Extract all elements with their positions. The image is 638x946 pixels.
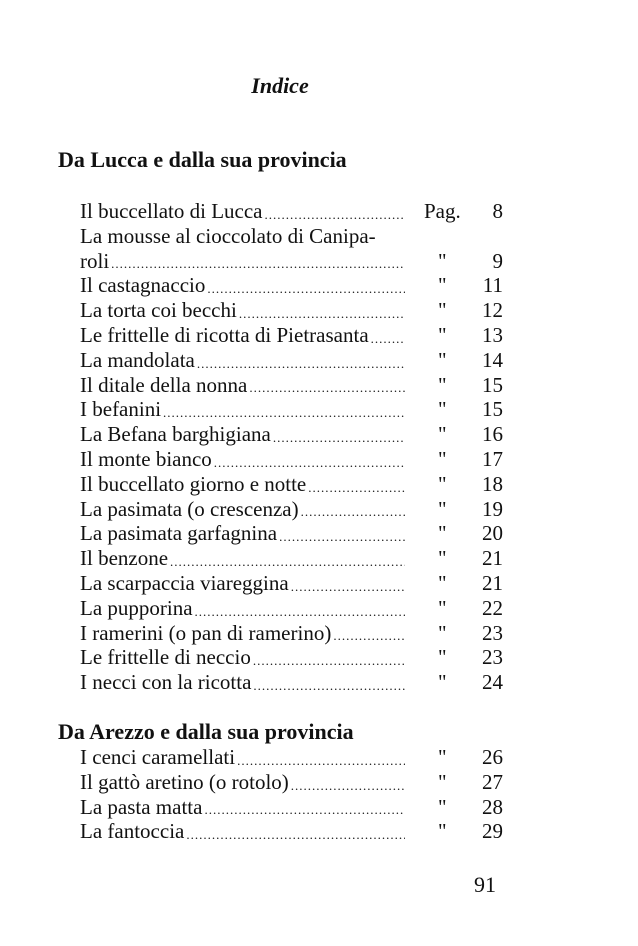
toc-entry-title: Il monte bianco <box>80 446 212 471</box>
ditto-mark: " <box>438 620 447 645</box>
dot-leader <box>369 330 405 348</box>
toc-entry-line <box>80 224 505 249</box>
toc-entry-page: 29 <box>482 819 503 844</box>
dot-leader <box>289 578 405 596</box>
dot-leader <box>212 454 405 472</box>
ditto-mark: " <box>438 670 447 695</box>
toc-entry-page: 23 <box>482 620 503 645</box>
toc-entry-page: 9 <box>492 248 503 273</box>
dot-leader <box>271 429 405 447</box>
ditto-mark: " <box>438 471 447 496</box>
toc-entry-page: 24 <box>482 670 503 695</box>
dot-leader <box>331 627 405 645</box>
ditto-mark: " <box>438 496 447 521</box>
toc-entry <box>80 397 505 422</box>
toc-entry-page: 17 <box>482 446 503 471</box>
ditto-mark: " <box>438 794 447 819</box>
toc-entry <box>80 546 505 571</box>
toc-entry-page: 27 <box>482 769 503 794</box>
toc-entry <box>80 596 505 621</box>
ditto-mark: " <box>438 422 447 447</box>
section-heading-lucca: Da Lucca e dalla sua provincia <box>58 147 347 172</box>
ditto-mark: " <box>438 570 447 595</box>
toc-entry <box>80 472 505 497</box>
toc-entry-page: 11 <box>482 273 503 298</box>
toc-entry-page: 23 <box>482 645 503 670</box>
toc-entry <box>80 670 505 695</box>
toc-entry <box>80 795 505 820</box>
toc-entry <box>80 770 505 795</box>
toc-entry-page: 26 <box>482 745 503 769</box>
toc-entry <box>80 521 505 546</box>
toc-entry <box>80 621 505 646</box>
ditto-mark: " <box>438 446 447 471</box>
dot-leader <box>184 826 405 844</box>
toc-entry-title: Le frittelle di ricotta di Pietrasanta <box>80 322 369 347</box>
section-heading-arezzo: Da Arezzo e dalla sua provincia <box>58 719 354 744</box>
ditto-mark: " <box>438 819 447 844</box>
toc-entry <box>80 571 505 596</box>
ditto-mark: " <box>438 248 447 273</box>
toc-entry-title: Il ditale della nonna <box>80 372 248 397</box>
toc-entry-page: 18 <box>482 471 503 496</box>
dot-leader <box>168 553 405 571</box>
dot-leader <box>306 479 405 497</box>
toc-list-arezzo <box>80 745 505 844</box>
ditto-mark: " <box>438 521 447 546</box>
toc-entry-page: 19 <box>482 496 503 521</box>
toc-entry-title: Il castagnaccio <box>80 273 206 298</box>
toc-entry-page: 20 <box>482 521 503 546</box>
ditto-mark: " <box>438 745 447 769</box>
toc-entry-page: 14 <box>482 347 503 372</box>
toc-entry-title: I befanini <box>80 397 162 422</box>
toc-entry-title: I cenci caramellati <box>80 745 236 769</box>
toc-entry <box>80 497 505 522</box>
toc-entry <box>80 323 505 348</box>
ditto-mark: " <box>438 769 447 794</box>
toc-entry-page: 21 <box>482 546 503 571</box>
ditto-mark: " <box>438 372 447 397</box>
toc-entry-page: 15 <box>482 372 503 397</box>
toc-entry-title: I ramerini (o pan di ramerino) <box>80 620 332 645</box>
dot-leader <box>251 677 405 695</box>
page-title: Indice <box>251 73 309 98</box>
dot-leader <box>109 255 405 273</box>
ditto-mark: " <box>438 273 447 298</box>
dot-leader <box>247 379 405 397</box>
toc-entry-title: La mandolata <box>80 347 195 372</box>
toc-entry <box>80 373 505 398</box>
toc-entry-title: La Befana barghigiana <box>80 422 271 447</box>
dot-leader <box>202 801 405 819</box>
dot-leader <box>299 503 405 521</box>
toc-entry <box>80 645 505 670</box>
toc-entry-title: La pasimata garfagnina <box>80 521 278 546</box>
toc-entry <box>80 199 505 224</box>
toc-entry-title: La fantoccia <box>80 819 185 844</box>
toc-entry <box>80 273 505 298</box>
toc-entry-page: 13 <box>482 322 503 347</box>
toc-entry-title: Il buccellato di Lucca <box>80 199 263 223</box>
toc-entry <box>80 819 505 844</box>
toc-entry-title: Il gattò aretino (o rotolo) <box>80 769 289 794</box>
toc-entry-page: 8 <box>492 199 503 223</box>
dot-leader <box>235 752 405 770</box>
dot-leader <box>195 355 405 373</box>
ditto-mark: " <box>438 546 447 571</box>
page-number: 91 <box>474 872 496 897</box>
dot-leader <box>263 206 406 224</box>
toc-entry <box>80 348 505 373</box>
dot-leader <box>277 528 405 546</box>
toc-entry-title: La pasta matta <box>80 794 203 819</box>
ditto-mark: " <box>438 645 447 670</box>
page-label: Pag. <box>424 199 461 223</box>
ditto-mark: " <box>438 397 447 422</box>
toc-entry-page: 12 <box>482 298 503 323</box>
toc-entry-title: La mousse al cioccolato di Canipa- <box>80 223 376 248</box>
dot-leader <box>161 404 405 422</box>
toc-entry-title: La scarpaccia viareggina <box>80 570 289 595</box>
toc-entry-title: Il benzone <box>80 546 169 571</box>
ditto-mark: " <box>438 298 447 323</box>
dot-leader <box>251 652 405 670</box>
toc-entry-page: 15 <box>482 397 503 422</box>
toc-entry-title: La pasimata (o crescenza) <box>80 496 299 521</box>
dot-leader <box>205 280 405 298</box>
toc-entry-title: Il buccellato giorno e notte <box>80 471 307 496</box>
dot-leader <box>237 305 405 323</box>
toc-entry-title: La torta coi becchi <box>80 298 237 323</box>
toc-entry-title: roli <box>80 248 110 273</box>
toc-entry <box>80 249 505 274</box>
toc-entry <box>80 447 505 472</box>
toc-entry-title: Le frittelle di neccio <box>80 645 251 670</box>
toc-entry <box>80 422 505 447</box>
toc-list-lucca <box>80 199 505 695</box>
toc-entry-page: 16 <box>482 422 503 447</box>
ditto-mark: " <box>438 347 447 372</box>
toc-entry <box>80 298 505 323</box>
dot-leader <box>289 777 405 795</box>
ditto-mark: " <box>438 595 447 620</box>
toc-entry-page: 28 <box>482 794 503 819</box>
toc-entry-title: La pupporina <box>80 595 193 620</box>
dot-leader <box>193 603 405 621</box>
toc-entry-page: 22 <box>482 595 503 620</box>
toc-entry <box>80 745 505 770</box>
ditto-mark: " <box>438 322 447 347</box>
toc-entry-page: 21 <box>482 570 503 595</box>
toc-entry-title: I necci con la ricotta <box>80 670 252 695</box>
